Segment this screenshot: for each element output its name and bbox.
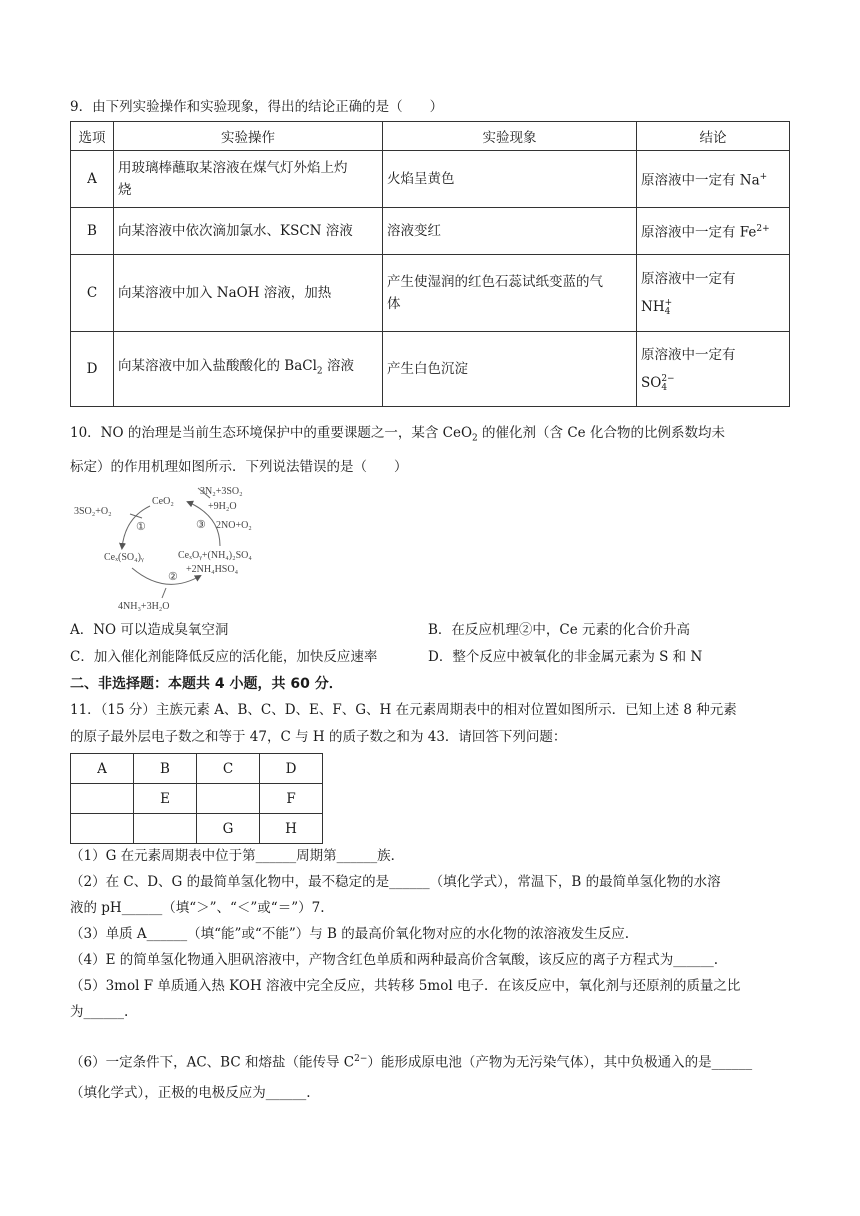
- operation-text: 用玻璃棒蘸取某溶液在煤气灯外焰上灼: [118, 160, 348, 176]
- ion-charge: +: [664, 297, 673, 308]
- option-label: C: [71, 255, 114, 332]
- phenomenon-text: 产生使湿润的红色石蕊试纸变蓝的气: [387, 274, 603, 290]
- element-cell: A: [71, 754, 134, 784]
- bottom-input-label: 4NH₃+3H₂O: [118, 601, 170, 612]
- phenomenon-cell: 产生白色沉淀: [383, 332, 637, 407]
- ion-subscript: 4: [664, 306, 671, 317]
- q11-stem-line1: 11．（15 分）主族元素 A、B、C、D、E、F、G、H 在元素周期表中的相对位置如图所示．已知上述 8 种元素: [70, 702, 737, 718]
- periodic-table-fragment: [70, 753, 323, 844]
- ion-formula: [641, 372, 785, 394]
- q10-option-c: C．加入催化剂能降低反应的活化能，加快反应速率: [70, 649, 378, 665]
- phenomenon-cell: [383, 255, 637, 332]
- charge: +: [759, 172, 768, 183]
- step-1-label: ①: [136, 520, 146, 533]
- table-row: [71, 814, 323, 844]
- table-row: [71, 208, 790, 255]
- q10-option-a: A．NO 可以造成臭氧空洞: [70, 622, 229, 638]
- charge: 2−: [354, 1054, 368, 1064]
- element-cell: [71, 784, 134, 814]
- top-output-label-1: 3N₂+3SO₂: [200, 486, 243, 497]
- ion-base: NH: [641, 299, 665, 315]
- table-row: [71, 151, 790, 208]
- q11-part-5-line1: （5）3mol F 单质通入热 KOH 溶液中完全反应，共转移 5mol 电子．在该反应中，氧化剂与还原剂的质量之比: [70, 978, 741, 994]
- mechanism-diagram: [70, 478, 290, 615]
- subscript: 2: [472, 433, 478, 444]
- table-row: [71, 754, 323, 784]
- operation-cell: 向某溶液中依次滴加氯水、KSCN 溶液: [114, 208, 383, 255]
- element-cell: C: [197, 754, 260, 784]
- ion-base: SO: [641, 375, 662, 391]
- left-node-label: Ceₓ(SO₄)ᵧ: [104, 552, 144, 563]
- conclusion-cell: [637, 332, 790, 407]
- element-cell: [197, 784, 260, 814]
- right-node-label-1: CeₓOᵧ+(NH₄)₂SO₄: [178, 550, 252, 561]
- subscript: 2: [316, 366, 323, 377]
- table-row: [71, 332, 790, 407]
- element-cell: H: [260, 814, 323, 844]
- q9-stem: 9．由下列实验操作和实验现象，得出的结论正确的是（ ）: [70, 99, 444, 115]
- ion-charge: 2−: [661, 373, 675, 384]
- header-operation: 实验操作: [114, 122, 383, 151]
- q11-part-1: （1）G 在元素周期表中位于第______周期第______族．: [70, 848, 405, 864]
- q11-part-6-line2: （填化学式），正极的电极反应为______.: [70, 1085, 311, 1101]
- conclusion-cell: [637, 151, 790, 208]
- table-header-row: [71, 122, 790, 151]
- q11-part-2-line1: （2）在 C、D、G 的最简单氢化物中，最不稳定的是______（填化学式），常温下，B 的最简单氢化物的水溶: [70, 874, 721, 890]
- step-2-label: ②: [168, 570, 178, 583]
- ceo2-label: CeO₂: [152, 496, 174, 507]
- conclusion-text: 原溶液中一定有: [641, 347, 736, 363]
- conclusion-text: 原溶液中一定有 Fe: [641, 224, 757, 241]
- operation-cell: 向某溶液中加入 NaOH 溶液，加热: [114, 255, 383, 332]
- operation-text: 向某溶液中加入盐酸酸化的 BaCl: [118, 358, 317, 375]
- q10-option-d: D．整个反应中被氧化的非金属元素为 S 和 N: [428, 649, 703, 665]
- conclusion-text: 原溶液中一定有 Na: [641, 172, 760, 189]
- q11-part-3: （3）单质 A______（填“能”或“不能”）与 B 的最高价氧化物对应的水化物的浓溶液发生反应.: [70, 926, 630, 942]
- element-cell: G: [197, 814, 260, 844]
- operation-text: 溶液: [322, 358, 354, 375]
- element-cell: [71, 814, 134, 844]
- q11-text: ）能形成原电池（产物为无污染气体），其中负极通入的是______: [367, 1054, 753, 1071]
- left-input-label: 3SO₂+O₂: [74, 506, 112, 517]
- q11-text: （6）一定条件下，AC、BC 和熔盐（能传导 C: [70, 1054, 355, 1071]
- ion-formula: [641, 296, 785, 318]
- q11-part-5-line2: 为______.: [70, 1004, 129, 1020]
- q10-stem-line2: 标定）的作用机理如图所示．下列说法错误的是（ ）: [70, 459, 408, 475]
- right-node-label-2: +2NH₄HSO₄: [186, 564, 239, 575]
- right-input-label: 2NO+O₂: [216, 520, 252, 531]
- option-label: B: [71, 208, 114, 255]
- step-3-label: ③: [196, 518, 206, 531]
- ion-subscript: 4: [661, 382, 668, 393]
- phenomenon-text: 体: [387, 296, 401, 312]
- q9-table: [70, 121, 790, 407]
- conclusion-text: 原溶液中一定有: [641, 271, 736, 287]
- option-label: A: [71, 151, 114, 208]
- phenomenon-cell: 火焰呈黄色: [383, 151, 637, 208]
- element-cell: B: [134, 754, 197, 784]
- conclusion-cell: [637, 208, 790, 255]
- phenomenon-cell: 溶液变红: [383, 208, 637, 255]
- option-label: D: [71, 332, 114, 407]
- conclusion-cell: [637, 255, 790, 332]
- q11-stem-line2: 的原子最外层电子数之和等于 47，C 与 H 的质子数之和为 43．请回答下列问题：: [70, 729, 567, 745]
- header-option: 选项: [71, 122, 114, 151]
- table-row: [71, 784, 323, 814]
- q11-part-4: （4）E 的简单氢化物通入胆矾溶液中，产物含红色单质和两种最高价含氧酸，该反应的离子方程式为______.: [70, 952, 719, 968]
- q10-option-b: B．在反应机理②中，Ce 元素的化合价升高: [428, 622, 691, 638]
- charge: 2+: [756, 224, 770, 235]
- input-arrow-2: [162, 588, 166, 598]
- element-cell: D: [260, 754, 323, 784]
- header-phenomenon: 实验现象: [383, 122, 637, 151]
- q10-text: 10．NO 的治理是当前生态环境保护中的重要课题之一，某含 CeO: [70, 425, 473, 441]
- element-cell: F: [260, 784, 323, 814]
- q11-part-2-line2: 液的 pH______（填“＞”、“＜”或“＝”）7.: [70, 900, 325, 916]
- operation-text: 烧: [118, 182, 132, 198]
- element-cell: [134, 814, 197, 844]
- top-output-label-2: +9H₂O: [208, 501, 237, 512]
- table-row: [71, 255, 790, 332]
- header-conclusion: 结论: [637, 122, 790, 151]
- q10-stem-line1: [70, 423, 725, 449]
- element-cell: E: [134, 784, 197, 814]
- operation-cell: [114, 151, 383, 208]
- input-arrow-1: [130, 514, 142, 518]
- section-heading: 二、非选择题：本题共 4 小题，共 60 分．: [70, 676, 343, 692]
- q11-part-6-line1: [70, 1049, 752, 1073]
- q10-text: 的催化剂（含 Ce 化合物的比例系数均未: [477, 425, 725, 441]
- operation-cell: [114, 332, 383, 407]
